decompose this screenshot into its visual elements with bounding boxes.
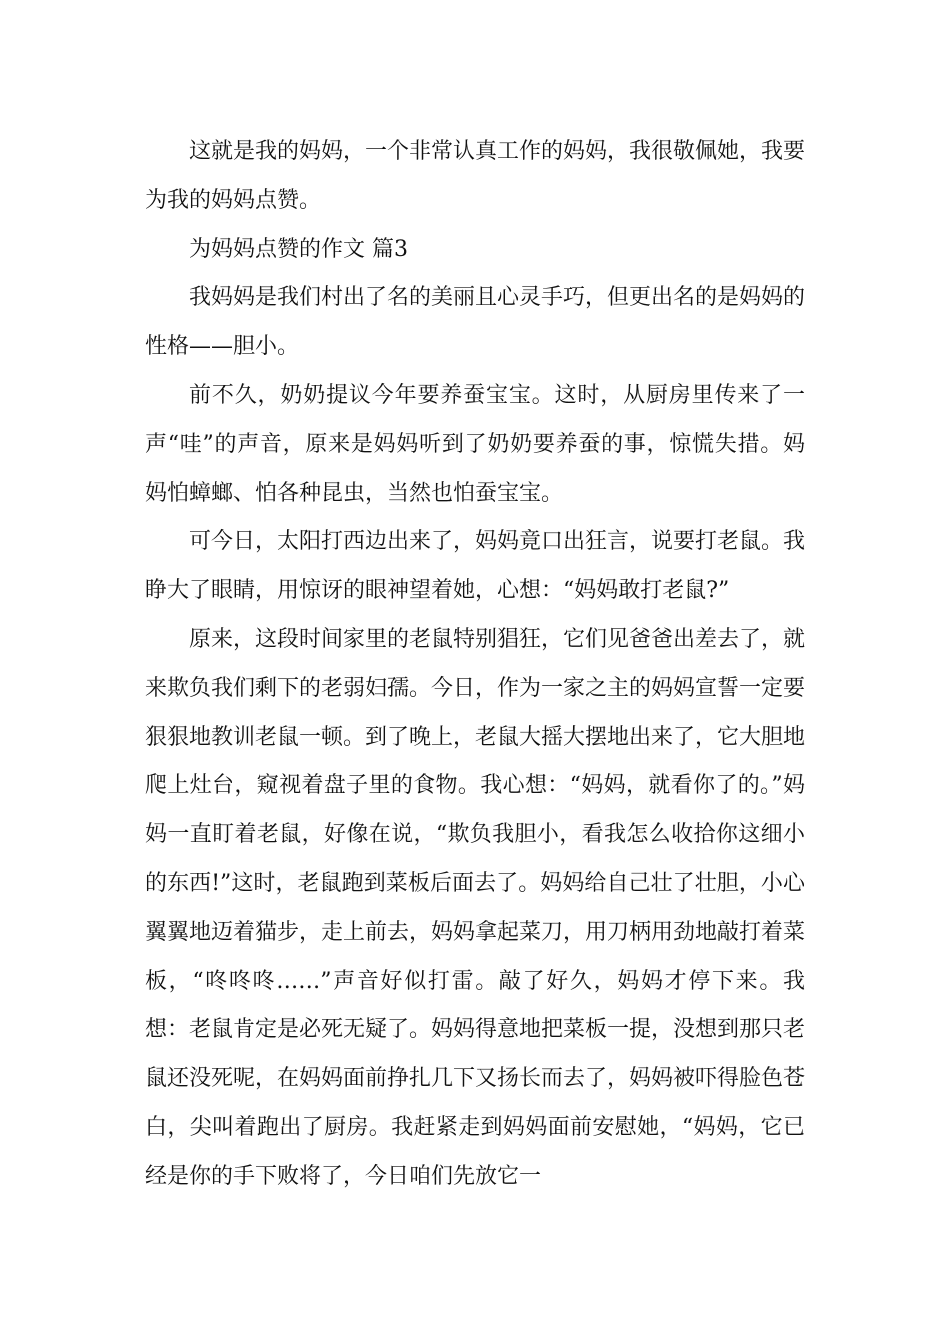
- section-heading: 为妈妈点赞的作文 篇3: [189, 236, 408, 262]
- paragraph-mouse-story: 原来，这段时间家里的老鼠特别猖狂，它们见爸爸出差去了，就来欺负我们剩下的老弱妇孺。今日，作为一家之主的妈妈宣誓一定要狠狠地教训老鼠一顿。到了晚上，老鼠大摇大摆地出来了，它大胆地爬上灶台，窥视着盘子里的食物。我心想：“妈妈，就看你了的。”妈妈一直盯着老鼠，好像在说，“欺负我胆小，看我怎么收拾你这细小的东西!”这时，老鼠跑到菜板后面去了。妈妈给自己壮了壮胆，小心翼翼地迈着猫步，走上前去，妈妈拿起菜刀，用刀柄用劲地敲打着菜板，“咚咚咚……”声音好似打雷。敲了好久，妈妈才停下来。我想：老鼠肯定是必死无疑了。妈妈得意地把菜板一提，没想到那只老鼠还没死呢，在妈妈面前挣扎几下又扬长而去了，妈妈被吓得脸色苍白，尖叫着跑出了厨房。我赶紧走到妈妈面前安慰她，“妈妈，它已经是你的手下败将了，今日咱们先放它一: [145, 626, 806, 1189]
- paragraph-silkworm: 前不久，奶奶提议今年要养蚕宝宝。这时，从厨房里传来了一声“哇”的声音，原来是妈妈听到了奶奶要养蚕的事，惊慌失措。妈妈怕蟑螂、怕各种昆虫，当然也怕蚕宝宝。: [145, 382, 805, 506]
- paragraph-intro: 我妈妈是我们村出了名的美丽且心灵手巧，但更出名的是妈妈的性格——胆小。: [145, 285, 806, 360]
- document-page: [145, 128, 805, 1202]
- paragraph-closing: 这就是我的妈妈，一个非常认真工作的妈妈，我很敬佩她，我要为我的妈妈点赞。: [145, 139, 806, 213]
- paragraph-mouse-plan: 可今日，太阳打西边出来了，妈妈竟口出狂言，说要打老鼠。我睁大了眼睛，用惊讶的眼神望着她，心想：“妈妈敢打老鼠?”: [145, 529, 806, 604]
